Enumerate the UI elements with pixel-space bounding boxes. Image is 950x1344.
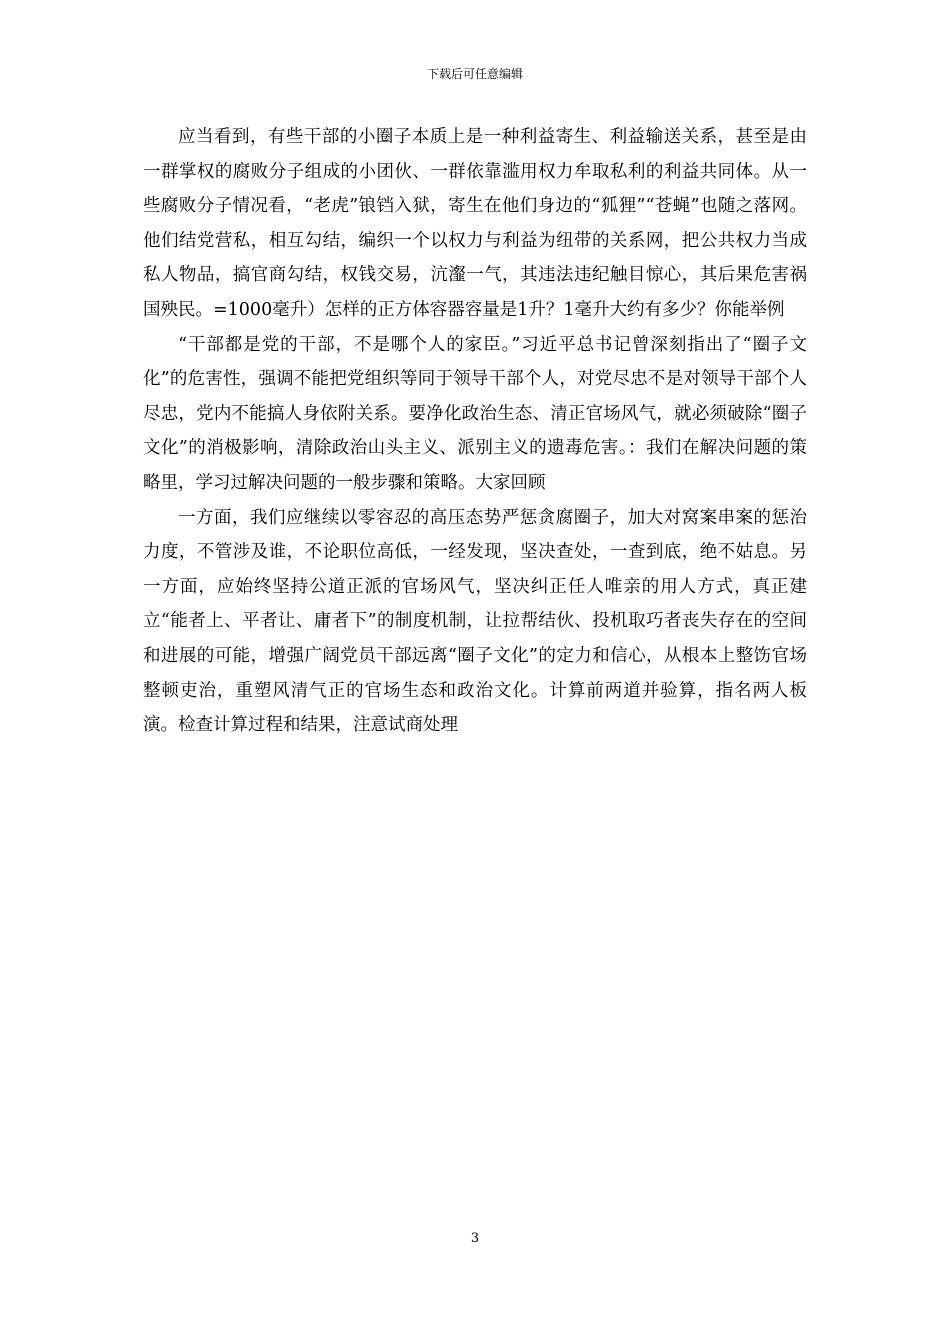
paragraph-2: “干部都是党的干部，不是哪个人的家臣。”习近平总书记曾深刻指出了“圈子文化”的危害性，强调不能把党组织等同于领导干部个人，对党尽忠不是对领导干部个人尽忠，党内不能搞人身依附关系。要净化政治生态、清正官场风气，就必须破除“圈子文化”的消极影响，清除政治山头主义、派别主义的遗毒危害。：我们在解决问题的策略里，学习过解决问题的一般步骤和策略。大家回顾 [143,334,807,493]
paragraph-3: 一方面，我们应继续以零容忍的高压态势严惩贪腐圈子，加大对窝案串案的惩治力度，不管涉及谁，不论职位高低，一经发现，坚决查处，一查到底，绝不姑息。另一方面，应始终坚持公道正派的官场风气，坚决纠正任人唯亲的用人方式，真正建立“能者上、平者让、庸者下”的制度机制，让拉帮结伙、投机取巧者丧失存在的空间和进展的可能，增强广阔党员干部远离“圈子文化”的定力和信心，从根本上整饬官场整顿吏治，重塑风清气正的官场生态和政治文化。计算前两道并验算，指名两人板演。检查计算过程和结果，注意试商处理 [143,507,807,736]
paragraph-1: 应当看到，有些干部的小圈子本质上是一种利益寄生、利益输送关系，甚至是由一群掌权的腐败分子组成的小团伙、一群依靠滥用权力牟取私利的利益共同体。从一些腐败分子情况看，“老虎”锒铛入狱，寄生在他们身边的“狐狸”“苍蝇”也随之落网。他们结党营私，相互勾结，编织一个以权力与利益为纽带的关系网，把公共权力当成私人物品，搞官商勾结，权钱交易，沆瀣一气，其违法违纪触目惊心，其后果危害祸国殃民。=1000毫升）怎样的正方体容器容量是1升？1毫升大约有多少？你能举例 [143,127,807,320]
page-header [0,66,950,82]
page-number [0,1231,950,1247]
document-body [143,120,807,743]
page-number-text: 3 [470,1231,480,1246]
header-note: 下载后可任意编辑 [426,67,523,81]
